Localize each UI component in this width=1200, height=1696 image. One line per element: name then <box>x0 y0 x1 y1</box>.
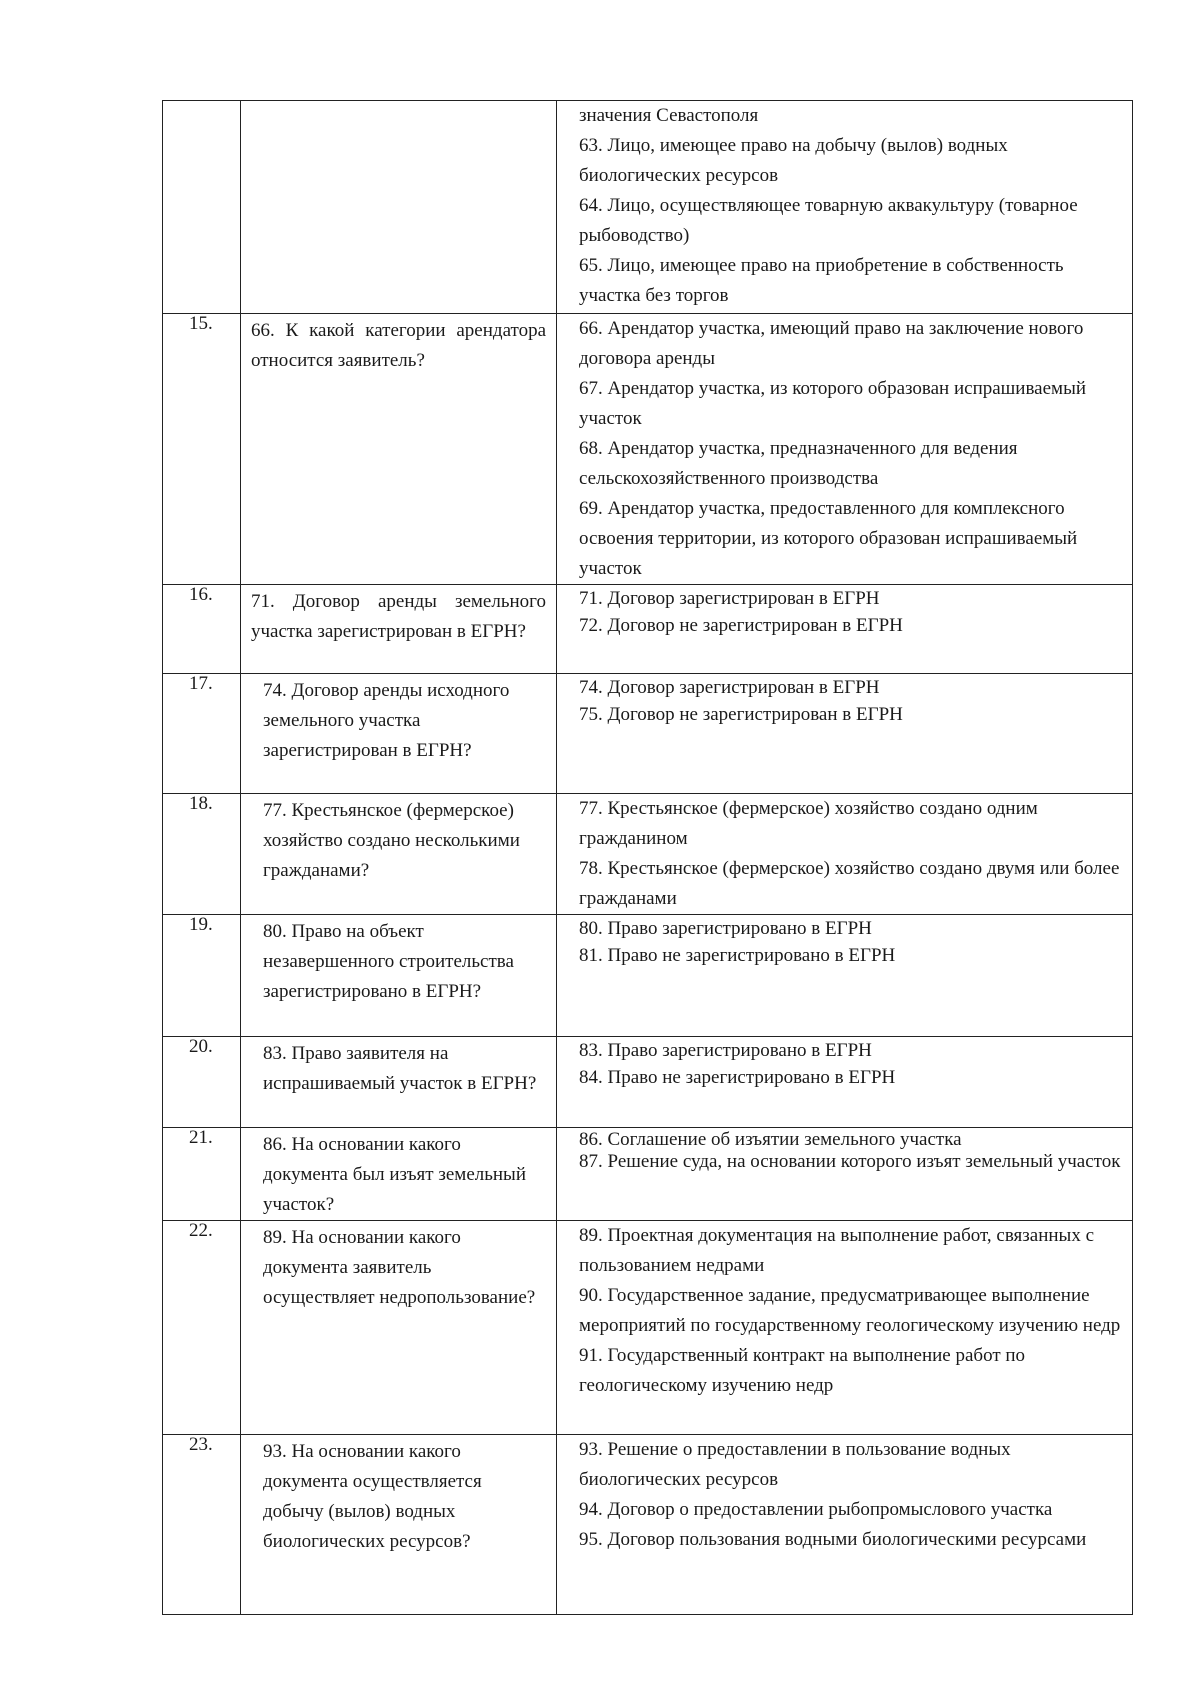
table-row <box>163 794 1133 915</box>
table-row <box>163 1435 1133 1615</box>
answer-option: 80. Право зарегистрировано в ЕГРН <box>579 918 872 939</box>
answer-option: 69. Арендатор участка, предоставленного для комплексного освоения территории, из которого образован испрашиваемый участок <box>579 498 1078 579</box>
answer-option: 67. Арендатор участка, из которого образован испрашиваемый участок <box>579 378 1087 429</box>
answer-cell <box>557 1221 1133 1435</box>
answer-option: 91. Государственный контракт на выполнение работ по геологическому изучению недр <box>579 1345 1026 1396</box>
answer-option: 95. Договор пользования водными биологическими ресурсами <box>579 1529 1087 1550</box>
question-cell: 93. На основании какого документа осуществляется добычу (вылов) водных биологических ресурсов? <box>241 1435 557 1615</box>
question-cell: 83. Право заявителя на испрашиваемый участок в ЕГРН? <box>241 1037 557 1128</box>
answer-option: 89. Проектная документация на выполнение работ, связанных с пользованием недрами <box>579 1225 1095 1276</box>
answer-cell <box>557 314 1133 585</box>
table-row <box>163 585 1133 674</box>
answer-option: 94. Договор о предоставлении рыбопромыслового участка <box>579 1499 1053 1520</box>
row-number: 21. <box>163 1128 241 1221</box>
answer-cell <box>557 915 1133 1037</box>
answer-option: 84. Право не зарегистрировано в ЕГРН <box>579 1067 896 1088</box>
answer-option: 93. Решение о предоставлении в пользование водных биологических ресурсов <box>579 1439 1011 1490</box>
answer-cell <box>557 674 1133 794</box>
answer-cell <box>557 1128 1133 1221</box>
answer-cell <box>557 585 1133 674</box>
answer-option: значения Севастополя <box>579 105 759 126</box>
answer-option: 68. Арендатор участка, предназначенного для ведения сельскохозяйственного производства <box>579 438 1018 489</box>
questions-table <box>162 100 1133 1615</box>
answer-option: 74. Договор зарегистрирован в ЕГРН <box>579 677 880 698</box>
table-row <box>163 101 1133 314</box>
question-cell: 77. Крестьянское (фермерское) хозяйство создано несколькими гражданами? <box>241 794 557 915</box>
table-row <box>163 1128 1133 1221</box>
table-row <box>163 1037 1133 1128</box>
answer-option: 63. Лицо, имеющее право на добычу (вылов) водных биологических ресурсов <box>579 135 1008 186</box>
answer-option: 64. Лицо, осуществляющее товарную аквакультуру (товарное рыбоводство) <box>579 195 1078 246</box>
table-row <box>163 915 1133 1037</box>
row-number: 16. <box>163 585 241 674</box>
question-cell: 89. На основании какого документа заявитель осуществляет недропользование? <box>241 1221 557 1435</box>
answer-option: 71. Договор зарегистрирован в ЕГРН <box>579 588 880 609</box>
answer-option: 77. Крестьянское (фермерское) хозяйство создано одним гражданином <box>579 798 1038 849</box>
row-number: 22. <box>163 1221 241 1435</box>
question-cell: 86. На основании какого документа был изъят земельный участок? <box>241 1128 557 1221</box>
row-number: 20. <box>163 1037 241 1128</box>
answer-cell <box>557 1037 1133 1128</box>
answer-option: 83. Право зарегистрировано в ЕГРН <box>579 1040 872 1061</box>
row-number: 18. <box>163 794 241 915</box>
answer-option: 87. Решение суда, на основании которого изъят земельный участок <box>579 1151 1121 1172</box>
row-number <box>163 101 241 314</box>
row-number: 23. <box>163 1435 241 1615</box>
question-cell: 80. Право на объект незавершенного строительства зарегистрировано в ЕГРН? <box>241 915 557 1037</box>
question-cell <box>241 101 557 314</box>
answer-option: 78. Крестьянское (фермерское) хозяйство создано двумя или более гражданами <box>579 858 1120 909</box>
row-number: 17. <box>163 674 241 794</box>
answer-option: 81. Право не зарегистрировано в ЕГРН <box>579 945 896 966</box>
answer-option: 72. Договор не зарегистрирован в ЕГРН <box>579 615 903 636</box>
row-number: 15. <box>163 314 241 585</box>
answer-cell <box>557 101 1133 314</box>
question-cell: 71. Договор аренды земельного участка зарегистрирован в ЕГРН? <box>241 585 557 674</box>
answer-cell <box>557 1435 1133 1615</box>
answer-option: 86. Соглашение об изъятии земельного участка <box>579 1129 962 1150</box>
row-number: 19. <box>163 915 241 1037</box>
question-cell: 74. Договор аренды исходного земельного участка зарегистрирован в ЕГРН? <box>241 674 557 794</box>
answer-cell <box>557 794 1133 915</box>
answer-option: 66. Арендатор участка, имеющий право на заключение нового договора аренды <box>579 318 1084 369</box>
table-row <box>163 1221 1133 1435</box>
table-row <box>163 314 1133 585</box>
answer-option: 75. Договор не зарегистрирован в ЕГРН <box>579 704 903 725</box>
question-cell: 66. К какой категории арендатора относится заявитель? <box>241 314 557 585</box>
table-row <box>163 674 1133 794</box>
answer-option: 65. Лицо, имеющее право на приобретение в собственность участка без торгов <box>579 255 1064 306</box>
answer-option: 90. Государственное задание, предусматривающее выполнение мероприятий по государственному геологическому изучению недр <box>579 1285 1121 1336</box>
